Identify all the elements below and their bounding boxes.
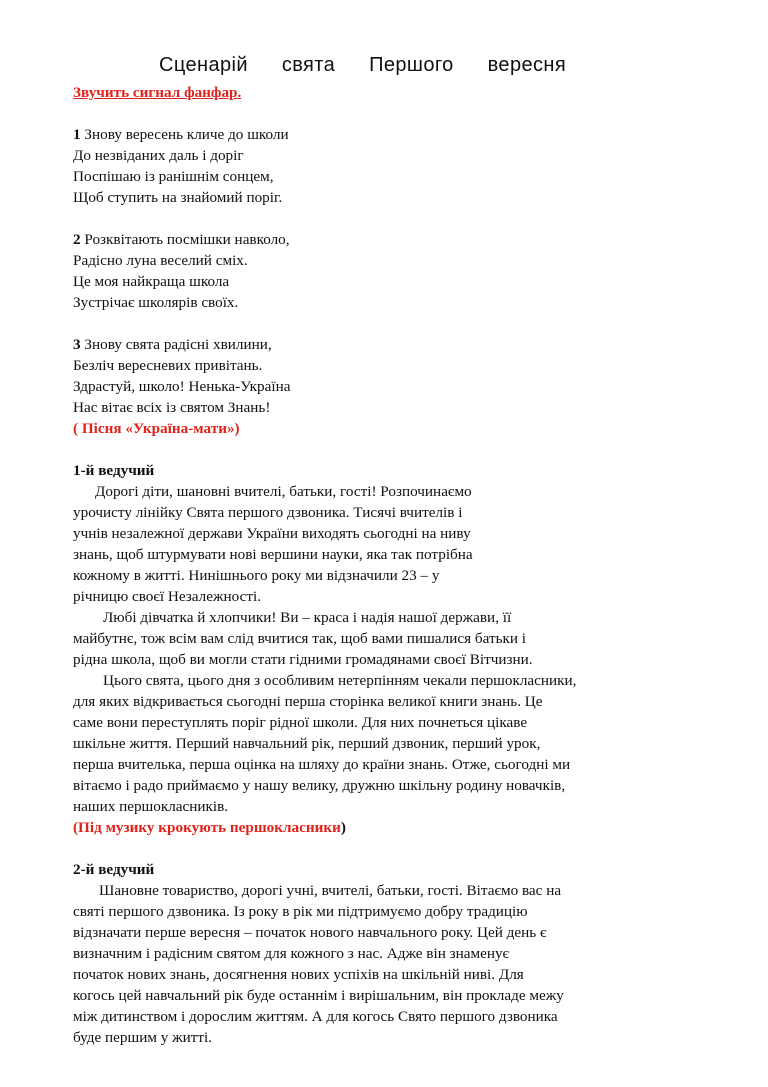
stanza-line: Знову свята радісні хвилини, <box>84 336 272 353</box>
stanza-line: Це моя найкраща школа <box>73 273 230 290</box>
spacer <box>73 208 718 229</box>
paragraph-line: урочисту лінійку Свята першого дзвоника. Тисячі вчителів і <box>73 504 463 521</box>
stanza-number: 3 <box>73 336 81 353</box>
paragraph-line: Цього свята, цього дня з особливим нетерпінням чекали першокласники, <box>103 672 577 689</box>
stanza-line: Розквітають посмішки навколо, <box>84 231 290 248</box>
paragraph-line: Шановне товариство, дорогі учні, вчителі, батьки, гості. Вітаємо вас на <box>99 882 562 899</box>
stanza-1 <box>73 124 718 208</box>
host-1-heading: 1-й ведучий <box>73 462 155 479</box>
stanza-line: Безліч вересневих привітань. <box>73 357 263 374</box>
host-2-section <box>73 859 718 1048</box>
page-title: Сценарій свята Першого вересня <box>159 54 567 76</box>
paragraph-line: наших першокласників. <box>73 798 229 815</box>
paragraph-line: перша вчителька, перша оцінка на шляху до країни знань. Отже, сьогодні ми <box>73 756 571 773</box>
paragraph-line: знань, щоб штурмувати нові вершини науки, яка так потрібна <box>73 546 473 563</box>
march-cue-text: (Під музику крокують першокласники <box>73 819 341 836</box>
paragraph-line: когось цей навчальний рік буде останнім і вирішальним, він прокладе межу <box>73 987 564 1004</box>
intro-cue: Звучить сигнал фанфар. <box>73 84 242 101</box>
paragraph-line: святі першого дзвоника. Із року в рік ми підтримуємо добру традицію <box>73 903 528 920</box>
paragraph-line: Любі дівчатка й хлопчики! Ви – краса і надія нашої держави, її <box>103 609 512 626</box>
paragraph-line: шкільне життя. Перший навчальний рік, перший дзвоник, перший урок, <box>73 735 541 752</box>
paragraph-line: рідна школа, щоб ви могли стати гідними громадянами своєї Вітчизни. <box>73 651 533 668</box>
spacer <box>73 838 718 859</box>
stanza-line: Радісно луна веселий сміх. <box>73 252 248 269</box>
stanza-line: Знову вересень кличе до школи <box>84 126 289 143</box>
stanza-3 <box>73 334 718 418</box>
paragraph-line: початок нових знань, досягнення нових успіхів на шкільній ниві. Для <box>73 966 524 983</box>
stanza-line: До незвіданих даль і доріг <box>73 147 244 164</box>
paragraph-line: кожному в житті. Нинішнього року ми відзначили 23 – у <box>73 567 440 584</box>
stanza-line: Зустрічає школярів своїх. <box>73 294 239 311</box>
paragraph-line: між дитинством і дорослим життям. А для когось Свято першого дзвоника <box>73 1008 558 1025</box>
stanza-number: 2 <box>73 231 81 248</box>
paragraph-line: майбутнє, тож всім вам слід вчитися так, щоб вами пишалися батьки і <box>73 630 527 647</box>
stanza-number: 1 <box>73 126 81 143</box>
stanza-line: Поспішаю із ранішнім сонцем, <box>73 168 274 185</box>
host-1-section <box>73 460 718 838</box>
paragraph-line: Дорогі діти, шановні вчителі, батьки, гості! Розпочинаємо <box>95 483 472 500</box>
stanza-line: Щоб ступить на знайомий поріг. <box>73 189 283 206</box>
stanza-2 <box>73 229 718 313</box>
march-cue-close: ) <box>340 819 346 836</box>
paragraph-line: вітаємо і радо приймаємо у нашу велику, дружню шкільну родину новачків, <box>73 777 566 794</box>
paragraph-line: саме вони переступлять поріг рідної школи. Для них почнеться цікаве <box>73 714 528 731</box>
spacer <box>73 439 718 460</box>
paragraph-line: для яких відкривається сьогодні перша сторінка великої книги знань. Це <box>73 693 543 710</box>
march-cue <box>73 817 718 838</box>
song-cue: ( Пісня «Україна-мати») <box>73 420 240 437</box>
paragraph-line: відзначати перше вересня – початок нового навчального року. Цей день є <box>73 924 547 941</box>
spacer <box>73 103 718 124</box>
stanza-line: Здрастуй, школо! Ненька-Україна <box>73 378 291 395</box>
paragraph-line: річницю своєї Незалежності. <box>73 588 261 605</box>
paragraph-line: буде першим у житті. <box>73 1029 213 1046</box>
host-2-heading: 2-й ведучий <box>73 861 155 878</box>
paragraph-line: учнів незалежної держави України виходять сьогодні на ниву <box>73 525 471 542</box>
spacer <box>73 313 718 334</box>
stanza-line: Нас вітає всіх із святом Знань! <box>73 399 271 416</box>
paragraph-line: визначним і радісним святом для кожного з нас. Адже він знаменує <box>73 945 510 962</box>
